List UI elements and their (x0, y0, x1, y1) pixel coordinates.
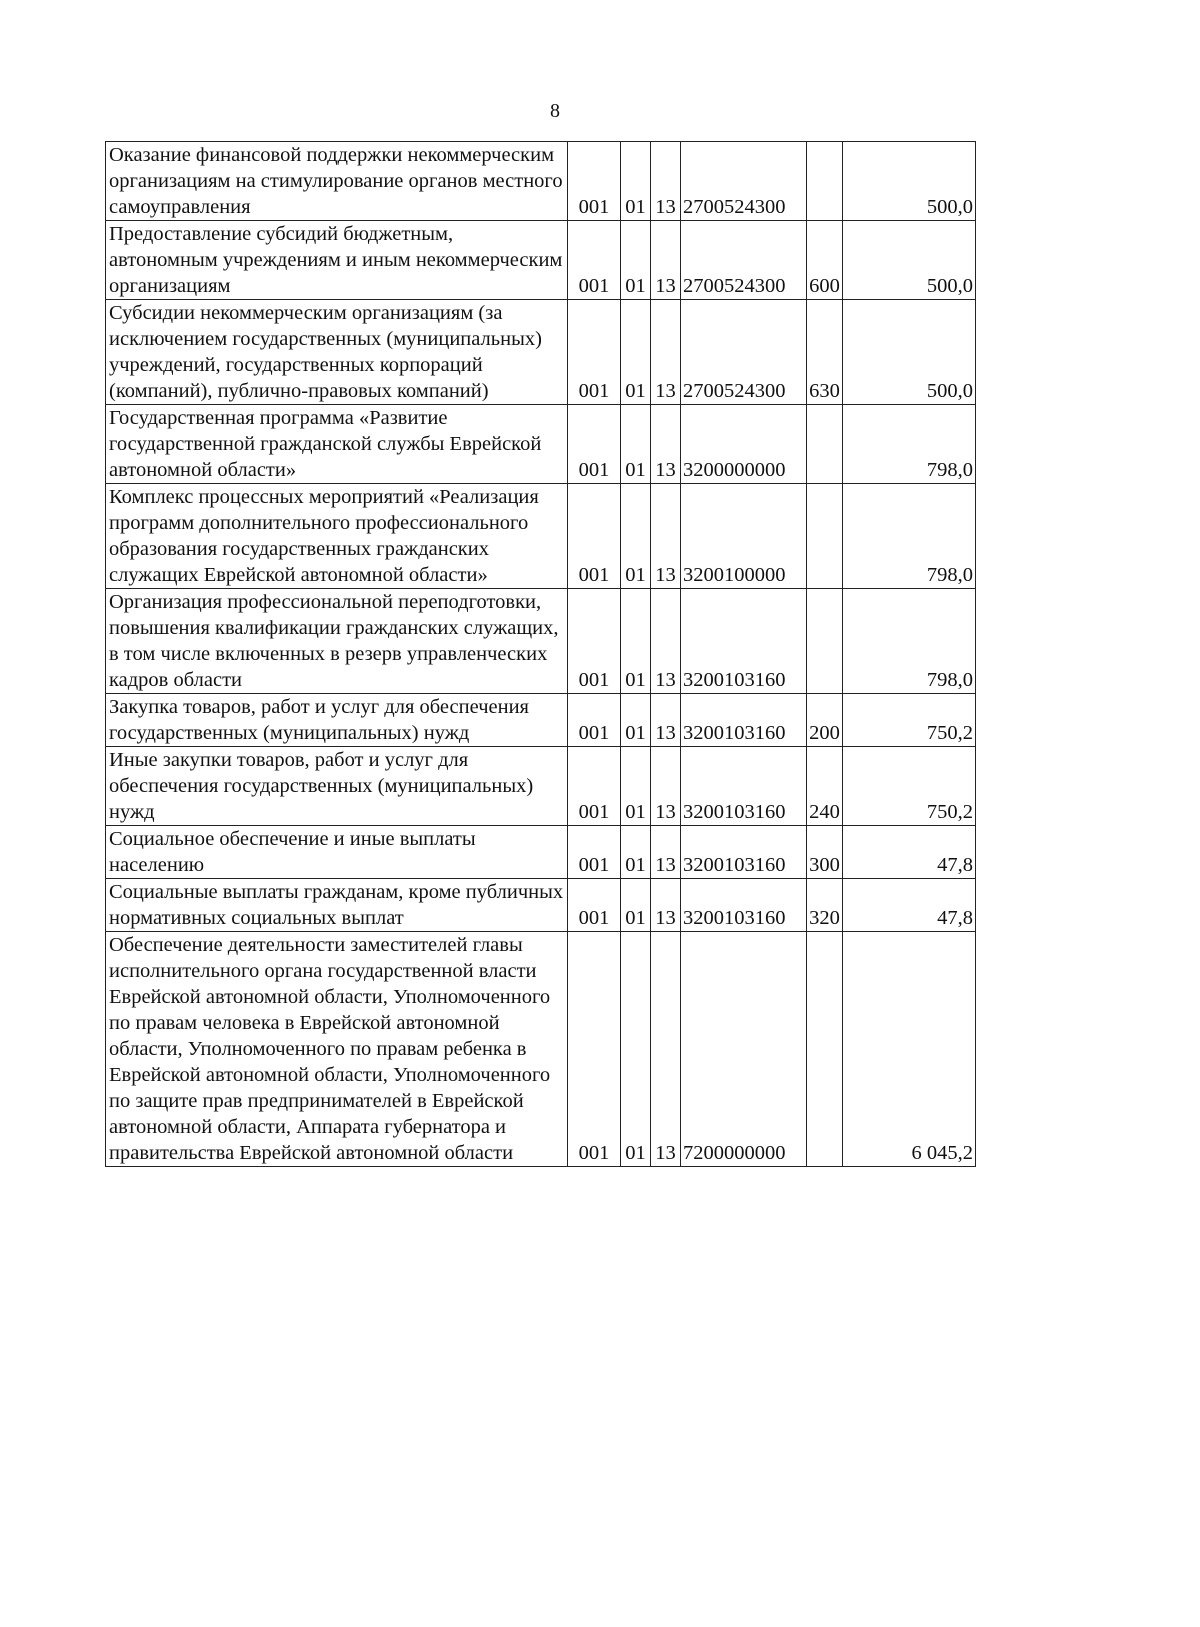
row-section-code-cell: 01 (621, 221, 651, 300)
row-name-cell: Оказание финансовой поддержки некоммерческим организациям на стимулирование органов местного самоуправления (106, 142, 568, 221)
row-target-code-cell: 3200103160 (681, 826, 807, 879)
row-subsection-code-cell: 13 (651, 879, 681, 932)
row-ministry-code-cell: 001 (568, 405, 621, 484)
row-ministry-code-cell: 001 (568, 747, 621, 826)
row-expense-type-cell (807, 932, 843, 1167)
row-ministry-code-cell: 001 (568, 484, 621, 589)
table-row (106, 694, 976, 747)
row-subsection-code-cell: 13 (651, 142, 681, 221)
row-name-cell: Организация профессиональной переподготовки, повышения квалификации гражданских служащих, в том числе включенных в резерв управленческих кадров области (106, 589, 568, 694)
row-target-code-cell: 3200103160 (681, 747, 807, 826)
row-target-code-cell: 3200103160 (681, 879, 807, 932)
table-row (106, 300, 976, 405)
row-subsection-code-cell: 13 (651, 747, 681, 826)
row-expense-type-cell: 200 (807, 694, 843, 747)
row-name-cell: Закупка товаров, работ и услуг для обеспечения государственных (муниципальных) нужд (106, 694, 568, 747)
table-row (106, 142, 976, 221)
row-expense-type-cell: 300 (807, 826, 843, 879)
row-name-cell: Социальные выплаты гражданам, кроме публичных нормативных социальных выплат (106, 879, 568, 932)
row-target-code-cell: 7200000000 (681, 932, 807, 1167)
row-ministry-code-cell: 001 (568, 221, 621, 300)
row-subsection-code-cell: 13 (651, 484, 681, 589)
table-row (106, 879, 976, 932)
row-expense-type-cell: 240 (807, 747, 843, 826)
row-section-code-cell: 01 (621, 932, 651, 1167)
row-amount-cell: 798,0 (843, 405, 976, 484)
row-section-code-cell: 01 (621, 879, 651, 932)
row-subsection-code-cell: 13 (651, 221, 681, 300)
row-expense-type-cell (807, 405, 843, 484)
row-section-code-cell: 01 (621, 826, 651, 879)
table-row (106, 405, 976, 484)
row-section-code-cell: 01 (621, 694, 651, 747)
row-subsection-code-cell: 13 (651, 932, 681, 1167)
row-section-code-cell: 01 (621, 142, 651, 221)
row-name-cell: Комплекс процессных мероприятий «Реализация программ дополнительного профессионального образования государственных гражданских служащих Еврейской автономной области» (106, 484, 568, 589)
row-name-cell: Государственная программа «Развитие государственной гражданской службы Еврейской автономной области» (106, 405, 568, 484)
row-amount-cell: 798,0 (843, 484, 976, 589)
row-target-code-cell: 2700524300 (681, 300, 807, 405)
row-ministry-code-cell: 001 (568, 879, 621, 932)
row-ministry-code-cell: 001 (568, 694, 621, 747)
row-target-code-cell: 2700524300 (681, 221, 807, 300)
row-amount-cell: 500,0 (843, 221, 976, 300)
table-row (106, 221, 976, 300)
row-amount-cell: 47,8 (843, 826, 976, 879)
row-amount-cell: 798,0 (843, 589, 976, 694)
row-target-code-cell: 3200000000 (681, 405, 807, 484)
row-section-code-cell: 01 (621, 747, 651, 826)
row-ministry-code-cell: 001 (568, 300, 621, 405)
row-name-cell: Предоставление субсидий бюджетным, автономным учреждениям и иным некоммерческим организациям (106, 221, 568, 300)
row-section-code-cell: 01 (621, 405, 651, 484)
row-amount-cell: 750,2 (843, 694, 976, 747)
row-ministry-code-cell: 001 (568, 932, 621, 1167)
row-ministry-code-cell: 001 (568, 826, 621, 879)
row-expense-type-cell (807, 484, 843, 589)
row-target-code-cell: 3200100000 (681, 484, 807, 589)
row-section-code-cell: 01 (621, 300, 651, 405)
row-name-cell: Социальное обеспечение и иные выплаты населению (106, 826, 568, 879)
table-row (106, 826, 976, 879)
row-amount-cell: 6 045,2 (843, 932, 976, 1167)
budget-table (105, 141, 976, 1167)
row-name-cell: Иные закупки товаров, работ и услуг для обеспечения государственных (муниципальных) нужд (106, 747, 568, 826)
row-expense-type-cell (807, 142, 843, 221)
row-subsection-code-cell: 13 (651, 405, 681, 484)
row-amount-cell: 47,8 (843, 879, 976, 932)
table-row (106, 932, 976, 1167)
row-expense-type-cell: 600 (807, 221, 843, 300)
row-subsection-code-cell: 13 (651, 300, 681, 405)
row-expense-type-cell (807, 589, 843, 694)
row-name-cell: Обеспечение деятельности заместителей главы исполнительного органа государственной власти Еврейской автономной области, Уполномоченного по правам человека в Еврейской автономной области, Уполномоченного по правам ребенка в Еврейской автономной области, Уполномоченного по защите прав предпринимателей в Еврейской автономной области, Аппарата губернатора и правительства Еврейской автономной области (106, 932, 568, 1167)
table-row (106, 747, 976, 826)
row-amount-cell: 750,2 (843, 747, 976, 826)
page-number: 8 (550, 100, 560, 122)
row-subsection-code-cell: 13 (651, 826, 681, 879)
table-row (106, 484, 976, 589)
row-ministry-code-cell: 001 (568, 142, 621, 221)
row-amount-cell: 500,0 (843, 300, 976, 405)
row-expense-type-cell: 630 (807, 300, 843, 405)
row-ministry-code-cell: 001 (568, 589, 621, 694)
row-section-code-cell: 01 (621, 589, 651, 694)
row-amount-cell: 500,0 (843, 142, 976, 221)
row-subsection-code-cell: 13 (651, 694, 681, 747)
row-expense-type-cell: 320 (807, 879, 843, 932)
row-target-code-cell: 3200103160 (681, 694, 807, 747)
row-name-cell: Субсидии некоммерческим организациям (за исключением государственных (муниципальных) учреждений, государственных корпораций (компаний), публично-правовых компаний) (106, 300, 568, 405)
row-target-code-cell: 3200103160 (681, 589, 807, 694)
row-subsection-code-cell: 13 (651, 589, 681, 694)
table-row (106, 589, 976, 694)
row-section-code-cell: 01 (621, 484, 651, 589)
row-target-code-cell: 2700524300 (681, 142, 807, 221)
